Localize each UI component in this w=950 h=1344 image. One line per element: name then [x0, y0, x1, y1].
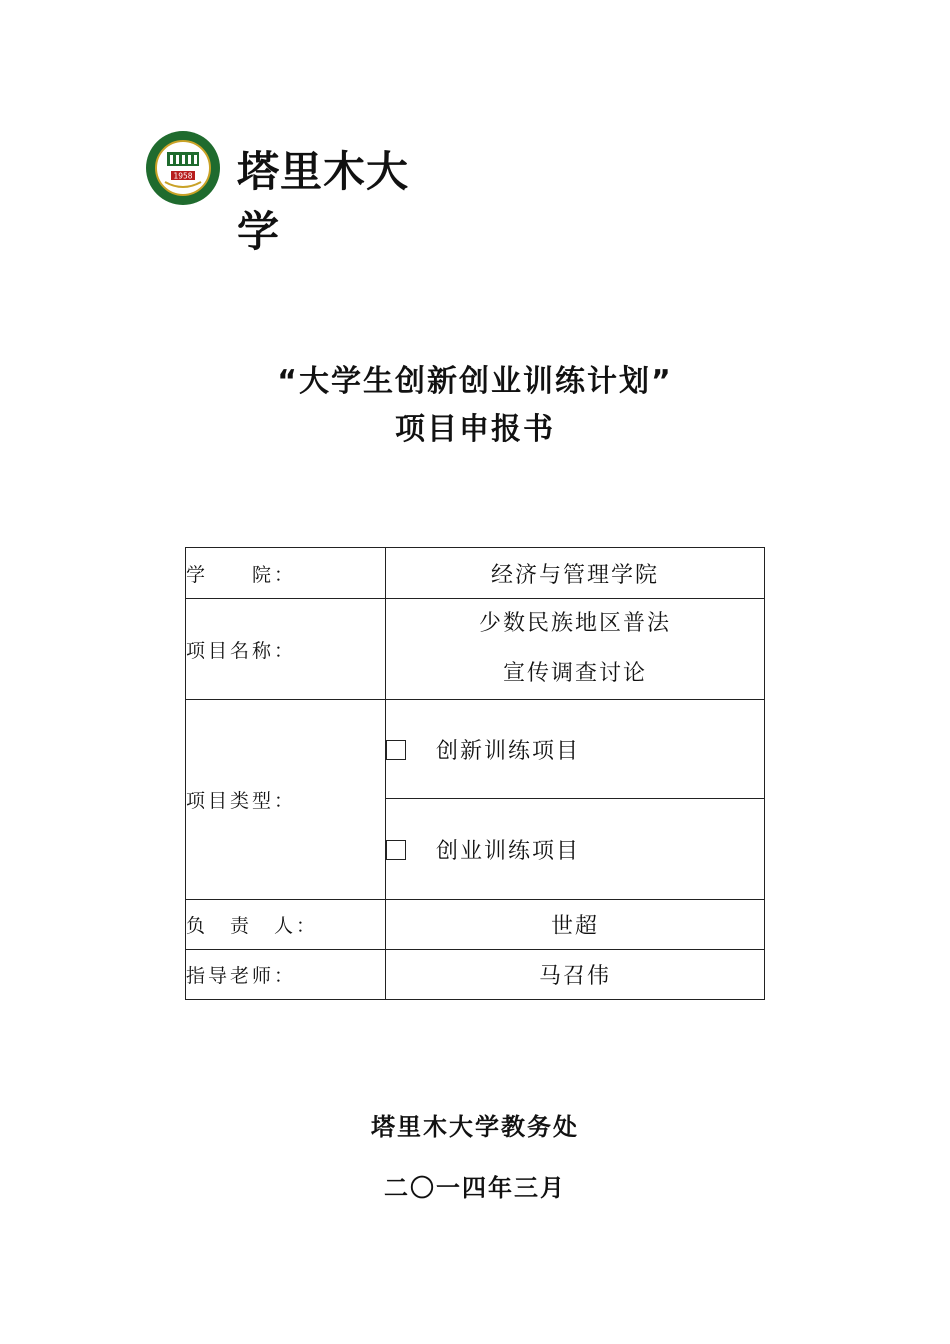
- document-subtitle: 项目申报书: [395, 412, 555, 447]
- project-name-value: [386, 599, 765, 700]
- document-title: “大学生创新创业训练计划”: [277, 364, 673, 399]
- project-name-line1: 少数民族地区普法: [478, 611, 671, 636]
- seal-year: 1958: [173, 171, 193, 181]
- type-option1-label: 创新训练项目: [436, 738, 581, 764]
- project-name-line2: 宣传调查讨论: [502, 661, 647, 686]
- entrepreneurship-checkbox[interactable]: [386, 840, 406, 860]
- college-value: 经济与管理学院: [386, 548, 765, 599]
- innovation-checkbox[interactable]: [386, 740, 406, 760]
- type-option2-label: 创业训练项目: [436, 838, 581, 864]
- leader-value: 世超: [386, 900, 765, 950]
- issuing-office: 塔里木大学教务处: [371, 1113, 579, 1141]
- project-type-row: [186, 700, 765, 799]
- advisor-label: 指导老师：: [186, 950, 386, 1000]
- issue-date: 二〇一四年三月: [384, 1174, 566, 1202]
- college-row: [186, 548, 765, 599]
- university-logo: [145, 130, 435, 256]
- project-name-label: 项目名称：: [186, 599, 386, 700]
- type-option-entrepreneurship[interactable]: [386, 799, 765, 900]
- college-label: 学 院：: [186, 548, 386, 599]
- project-name-row: [186, 599, 765, 700]
- leader-row: [186, 900, 765, 950]
- advisor-value: 马召伟: [386, 950, 765, 1000]
- university-wordmark: 塔里木大学: [237, 147, 410, 256]
- project-type-label: 项目类型：: [186, 700, 386, 900]
- application-form-table: [185, 547, 765, 1000]
- leader-label: 负 责 人：: [186, 900, 386, 950]
- university-seal-icon: [145, 130, 221, 206]
- type-option-innovation[interactable]: [386, 700, 765, 799]
- advisor-row: [186, 950, 765, 1000]
